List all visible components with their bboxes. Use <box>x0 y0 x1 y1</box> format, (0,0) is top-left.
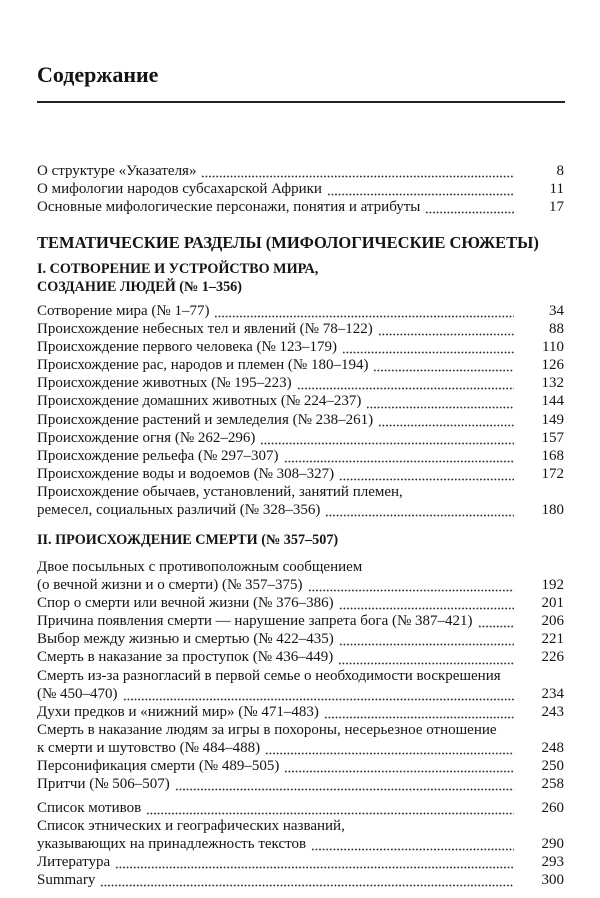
page-number: 221 <box>541 631 564 648</box>
toc-entry[interactable] <box>37 757 564 775</box>
dot-leader <box>324 709 514 719</box>
toc-entry-text: ремесел, социальных различий (№ 328–356) <box>37 502 321 519</box>
dot-leader <box>284 763 514 773</box>
toc-entry-text: Список этнических и географических названий, <box>37 818 345 835</box>
toc-entry[interactable] <box>37 374 564 392</box>
page-number: 11 <box>549 181 564 198</box>
dot-leader <box>325 507 514 517</box>
toc-entry[interactable] <box>37 320 564 338</box>
toc-entry[interactable] <box>37 411 564 429</box>
toc-entry-text: О мифологии народов субсахарской Африки <box>37 181 322 198</box>
toc-entry[interactable] <box>37 465 564 483</box>
toc-entry-text: Литература <box>37 854 111 871</box>
toc-entry[interactable] <box>37 817 564 853</box>
dot-leader <box>425 204 514 214</box>
dot-leader <box>339 636 514 646</box>
section-2-list <box>37 558 564 793</box>
page-number: 149 <box>541 411 564 428</box>
title-divider <box>37 101 565 103</box>
toc-entry[interactable] <box>37 429 564 447</box>
page-title: Содержание <box>37 62 159 87</box>
dot-leader <box>123 691 514 701</box>
dot-leader <box>308 582 514 592</box>
dot-leader <box>311 841 514 851</box>
toc-entry-text: Происхождение обычаев, установлений, занятий племен, <box>37 483 403 500</box>
dot-leader <box>201 168 514 178</box>
page-number: 132 <box>541 375 564 392</box>
toc-entry-text: указывающих на принадлежность текстов <box>37 836 307 853</box>
toc-entry[interactable] <box>37 703 564 721</box>
section-1-heading-line: СОЗДАНИЕ ЛЮДЕЙ (№ 1–356) <box>37 279 242 295</box>
toc-entry[interactable] <box>37 775 564 793</box>
toc-entry-text: Духи предков и «нижний мир» (№ 471–483) <box>37 703 319 720</box>
page-number: 300 <box>541 872 564 889</box>
page-number: 88 <box>549 321 564 338</box>
section-1-heading <box>37 260 318 296</box>
page-number: 126 <box>541 357 564 374</box>
toc-entry-text: Происхождение огня (№ 262–296) <box>37 429 256 446</box>
page-number: 226 <box>541 649 564 666</box>
toc-entry-text: (о вечной жизни и о смерти) (№ 357–375) <box>37 577 303 594</box>
dot-leader <box>339 600 514 610</box>
toc-entry[interactable] <box>37 302 564 320</box>
page-number: 157 <box>541 429 564 446</box>
dot-leader <box>373 362 514 372</box>
toc-entry-text: Происхождение растений и земледелия (№ 238–261) <box>37 411 374 428</box>
toc-entry-text: (№ 450–470) <box>37 685 118 702</box>
toc-entry-text: Сотворение мира (№ 1–77) <box>37 303 210 319</box>
dot-leader <box>338 655 514 665</box>
toc-entry[interactable] <box>37 853 564 871</box>
toc-entry[interactable] <box>37 483 564 519</box>
section-1-list <box>37 302 564 519</box>
page-number: 110 <box>542 339 564 356</box>
page-number: 168 <box>541 447 564 464</box>
dot-leader <box>327 186 514 196</box>
toc-entry[interactable] <box>37 612 564 630</box>
page-number: 144 <box>541 393 564 410</box>
back-matter-list <box>37 799 564 889</box>
page-number: 8 <box>556 163 564 179</box>
toc-entry-text: Происхождение животных (№ 195–223) <box>37 375 292 392</box>
dot-leader <box>115 859 514 869</box>
dot-leader <box>214 308 514 318</box>
toc-entry[interactable] <box>37 799 564 817</box>
dot-leader <box>366 399 514 409</box>
toc-entry-text: Причина появления смерти — нарушение запрета бога (№ 387–421) <box>37 613 473 630</box>
page-number: 201 <box>541 595 564 612</box>
dot-leader <box>146 805 514 815</box>
toc-entry[interactable] <box>37 667 564 703</box>
section-1-heading-line: I. СОТВОРЕНИЕ И УСТРОЙСТВО МИРА, <box>37 261 319 277</box>
toc-entry-text: Смерть в наказание за проступок (№ 436–449) <box>37 649 334 666</box>
dot-leader <box>175 781 514 791</box>
toc-entry-text: Список мотивов <box>37 800 142 816</box>
page-number: 180 <box>541 502 564 519</box>
toc-entry-text: Спор о смерти или вечной жизни (№ 376–386) <box>37 595 334 612</box>
page-number: 192 <box>541 577 564 594</box>
toc-entry-text: Происхождение рас, народов и племен (№ 180–194) <box>37 357 369 374</box>
toc-entry[interactable] <box>37 447 564 465</box>
page-number: 234 <box>541 685 564 702</box>
page-number: 172 <box>541 465 564 482</box>
toc-entry-text: Притчи (№ 506–507) <box>37 776 170 793</box>
thematic-heading: ТЕМАТИЧЕСКИЕ РАЗДЕЛЫ (МИФОЛОГИЧЕСКИЕ СЮЖЕТЫ) <box>37 233 539 252</box>
page-number: 250 <box>541 758 564 775</box>
toc-entry[interactable] <box>37 594 564 612</box>
toc-entry-text: к смерти и шутовство (№ 484–488) <box>37 739 261 756</box>
toc-entry[interactable] <box>37 721 564 757</box>
toc-entry[interactable] <box>37 648 564 666</box>
dot-leader <box>378 417 514 427</box>
dot-leader <box>100 877 514 887</box>
dot-leader <box>342 344 514 354</box>
toc-entry[interactable] <box>37 338 564 356</box>
toc-entry-text: Происхождение рельефа (№ 297–307) <box>37 447 279 464</box>
toc-entry-text: Смерть из-за разногласий в первой семье о необходимости воскрешения <box>37 667 501 684</box>
page-number: 258 <box>541 776 564 793</box>
section-2-heading-line: II. ПРОИСХОЖДЕНИЕ СМЕРТИ (№ 357–507) <box>37 532 339 548</box>
dot-leader <box>478 618 514 628</box>
toc-entry-text: О структуре «Указателя» <box>37 163 197 179</box>
toc-entry-text: Происхождение небесных тел и явлений (№ 78–122) <box>37 321 373 338</box>
dot-leader <box>297 380 514 390</box>
toc-entry-text: Выбор между жизнью и смертью (№ 422–435) <box>37 631 334 648</box>
page-number: 206 <box>541 613 564 630</box>
section-2-heading <box>37 531 338 549</box>
toc-entry[interactable] <box>37 356 564 374</box>
toc-entry-text: Происхождение первого человека (№ 123–179) <box>37 339 338 356</box>
toc-entry[interactable] <box>37 630 564 648</box>
toc-entry-text: Происхождение домашних животных (№ 224–237) <box>37 393 362 410</box>
toc-entry[interactable] <box>37 180 564 198</box>
toc-entry-text: Основные мифологические персонажи, понятия и атрибуты <box>37 199 421 216</box>
dot-leader <box>265 745 514 755</box>
page-number: 248 <box>541 739 564 756</box>
page-number: 260 <box>541 800 564 816</box>
toc-entry-text: Персонификация смерти (№ 489–505) <box>37 758 280 775</box>
page-number: 293 <box>541 854 564 871</box>
toc-entry-text: Смерть в наказание людям за игры в похороны, несерьезное отношение <box>37 721 497 738</box>
page-number: 243 <box>541 703 564 720</box>
page-number: 34 <box>549 303 564 319</box>
toc-entry[interactable] <box>37 558 564 594</box>
toc-entry-text: Summary <box>37 872 96 889</box>
dot-leader <box>339 471 514 481</box>
dot-leader <box>284 453 515 463</box>
toc-entry[interactable] <box>37 392 564 410</box>
dot-leader <box>260 435 514 445</box>
toc-entry-text: Происхождение воды и водоемов (№ 308–327) <box>37 465 335 482</box>
toc-entry[interactable] <box>37 871 564 889</box>
toc-entry[interactable] <box>37 162 564 180</box>
dot-leader <box>378 326 514 336</box>
intro-list <box>37 162 564 216</box>
toc-entry-text: Двое посыльных с противоположным сообщением <box>37 559 363 575</box>
page-number: 290 <box>541 836 564 853</box>
toc-entry[interactable] <box>37 198 564 216</box>
page-number: 17 <box>549 199 564 216</box>
